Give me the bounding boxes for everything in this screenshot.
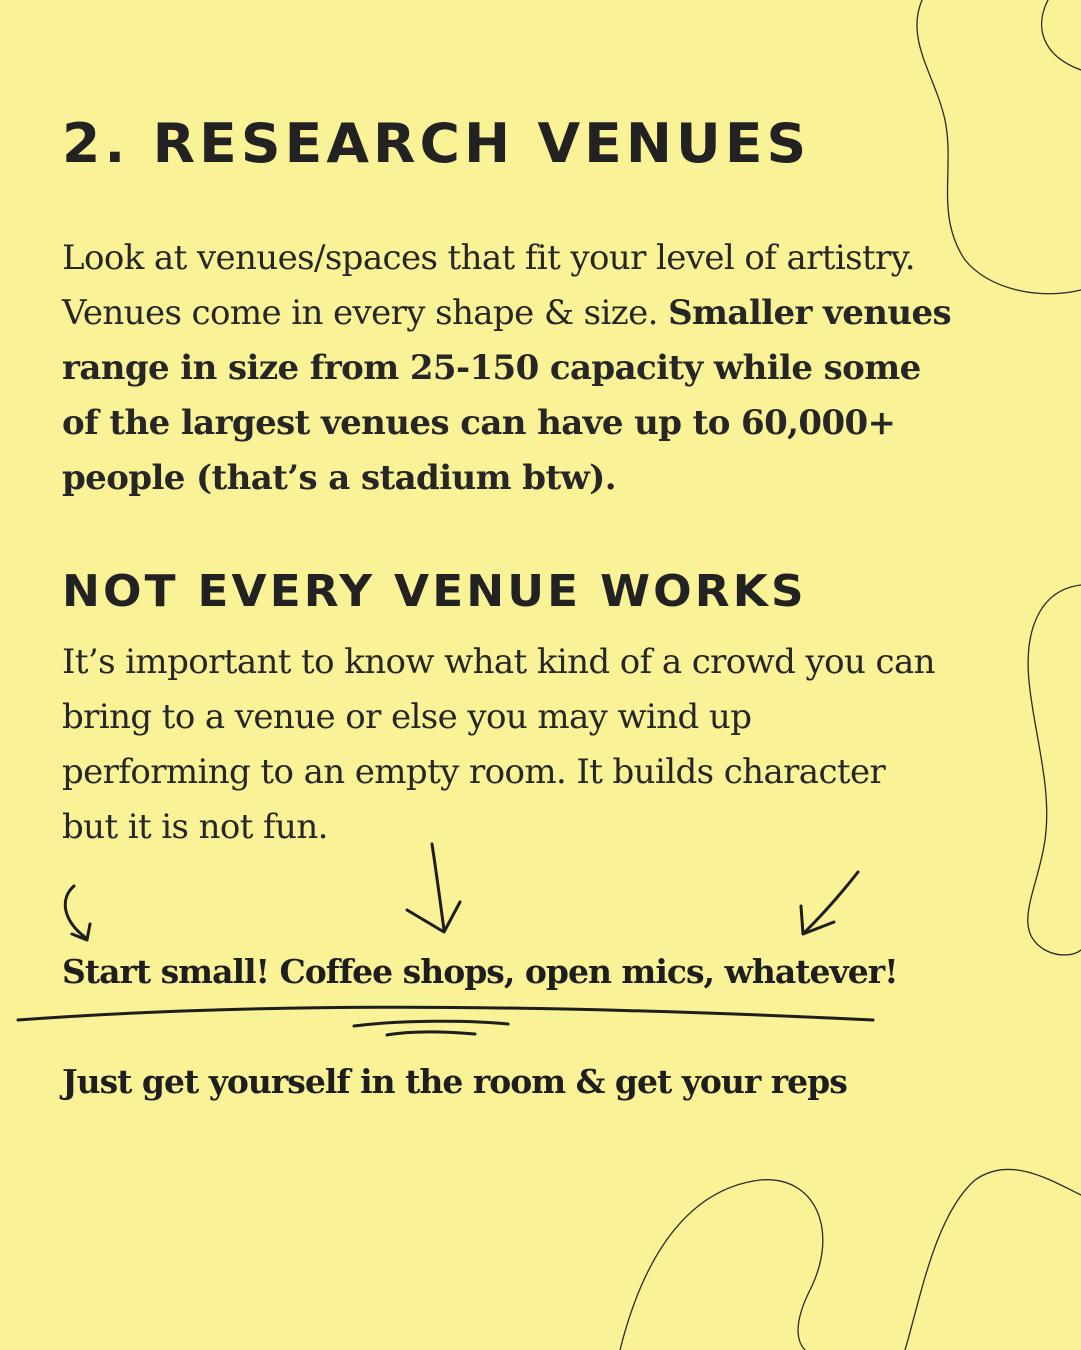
section-title-research-venues: 2. RESEARCH VENUES: [62, 112, 811, 175]
get-reps-callout: Just get yourself in the room & get your reps: [62, 1062, 847, 1101]
bottom-right-squiggle: [620, 1180, 823, 1350]
start-small-callout: Start small! Coffee shops, open mics, whatever!: [62, 952, 898, 991]
left-hook-arrow-icon: [65, 886, 86, 938]
not-every-venue-paragraph: It’s important to know what kind of a crowd you can bring to a venue or else you may wind up performing to an empty room. It builds character but it is not fun.: [62, 642, 935, 847]
right-middle-squiggle: [1028, 585, 1081, 955]
research-venues-paragraph: [62, 231, 962, 506]
right-diagonal-arrow-icon: [805, 872, 858, 932]
top-right-inner-squiggle: [1042, 0, 1081, 70]
research-venues-regular-text: Look at venues/spaces that fit your level of artistry. Venues come in every shape & size.: [62, 238, 915, 333]
section-title-not-every-venue-works: NOT EVERY VENUE WORKS: [62, 566, 807, 617]
short-underline-1: [354, 1021, 508, 1026]
long-underline: [18, 1007, 873, 1020]
bottom-right-small-squiggle: [905, 1169, 1081, 1350]
short-underline-2: [387, 1032, 475, 1035]
research-venues-bold-text: Smaller venues range in size from 25-150 capacity while some of the largest venues can have up to 60,000+ people (that’s a stadium btw).: [62, 293, 952, 498]
middle-down-arrow-icon: [432, 844, 444, 930]
